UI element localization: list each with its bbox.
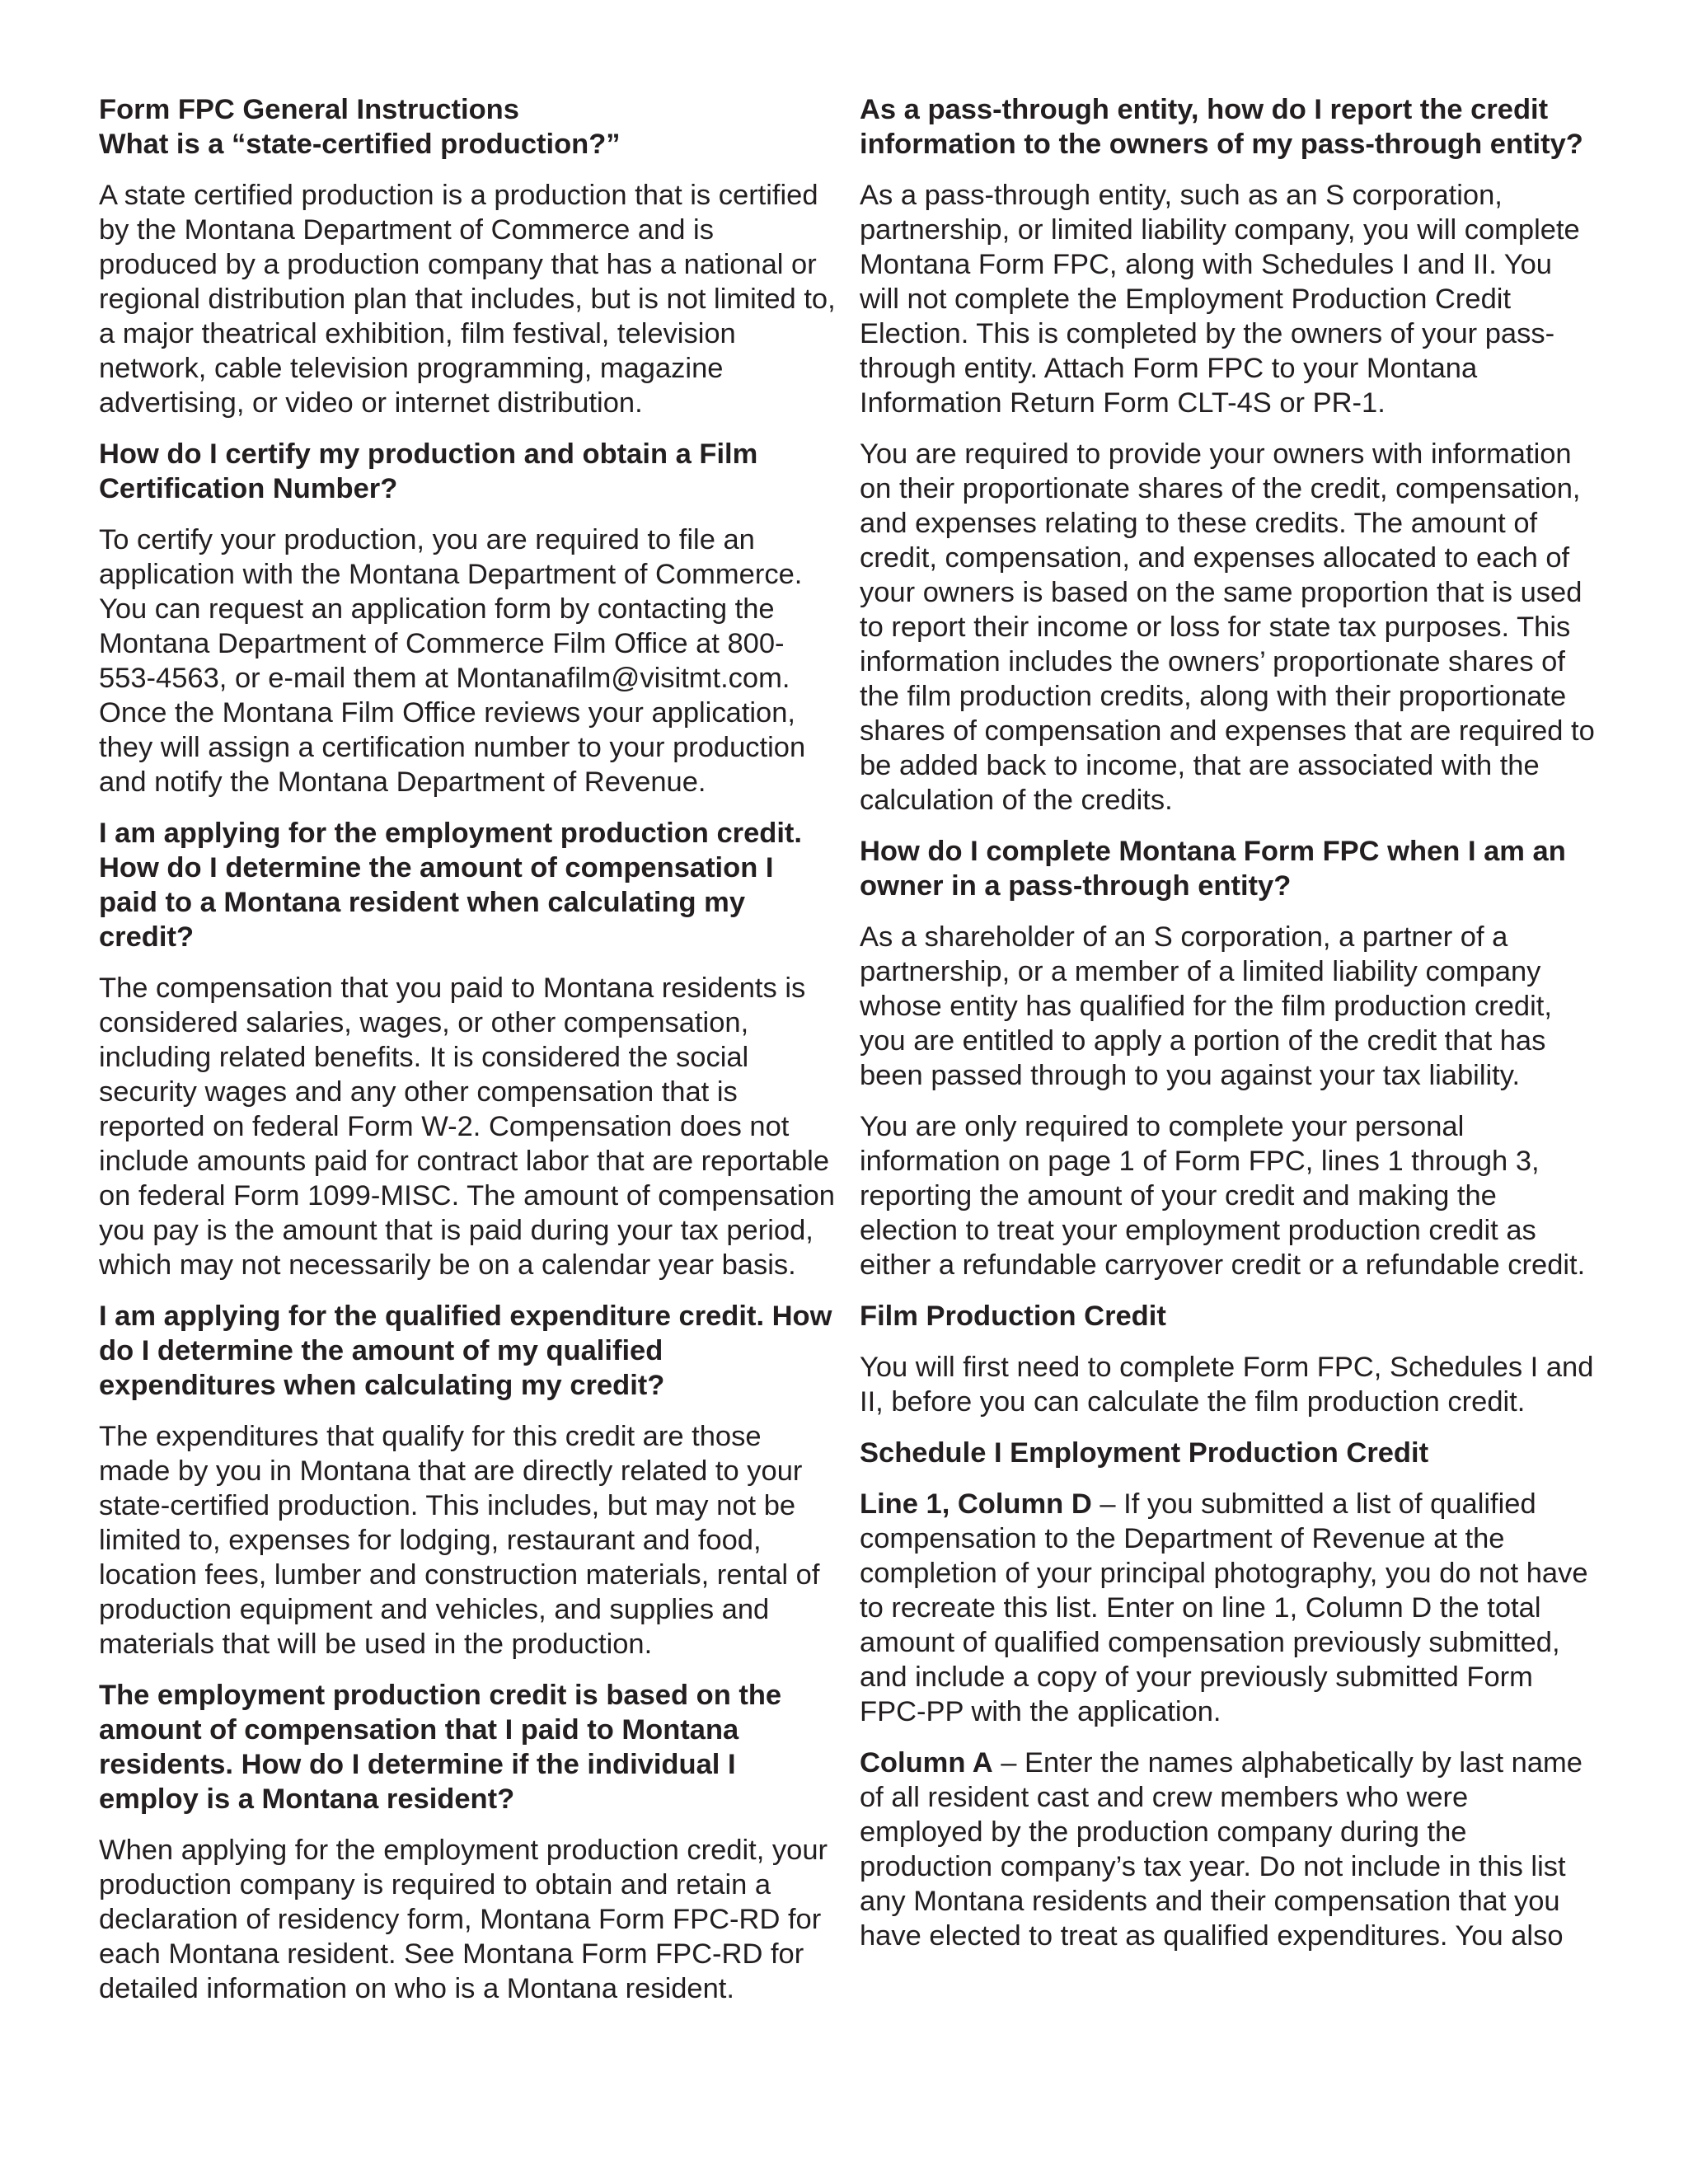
body-paragraph: When applying for the employment production credit, your production company is required to obtain and retain a declaration of residency form, Montana Form FPC-RD for each Montana resident. See Montana Form FPC-RD for detailed information on who is a Montana resident. [99,1835,828,2004]
body-paragraph: You are only required to complete your personal information on page 1 of Form FPC, lines 1 through 3, reporting the amount of your credit and making the election to treat your employment production credit as either a refundable carryover credit or a refundable credit. [860,1111,1586,1281]
section-heading: What is a “state-certified production?” [99,129,621,160]
section-heading: Film Production Credit [860,1301,1166,1332]
left-column [99,92,837,2022]
section-heading: As a pass-through entity, how do I report the credit information to the owners of my pass-through entity? [860,94,1583,160]
paragraph-text: – Enter the names alphabetically by last name of all resident cast and crew members who were employed by the production company during the production company’s tax year. Do not include in this list any Montana residents and their compensation that you have elected to treat as qualified expenditures. You also [860,1747,1582,1952]
paragraph-lead: Column A [860,1747,993,1779]
section-heading: Form FPC General Instructions [99,94,519,125]
body-paragraph: To certify your production, you are required to file an application with the Montana Department of Commerce. You can request an application form by contacting the Montana Department of Commerce Film Office at 800-553-4563, or e-mail them at Montanafilm@visitmt.com. Once the Montana Film Office reviews your application, they will assign a certification number to your production and notify the Montana Department of Revenue. [99,524,806,798]
body-paragraph: You will first need to complete Form FPC, Schedules I and II, before you can calculate the film production credit. [860,1352,1594,1418]
body-paragraph: The expenditures that qualify for this credit are those made by you in Montana that are directly related to your state-certified production. This includes, but may not be limited to, expenses for lodging, restaurant and food, location fees, lumber and construction materials, rental of production equipment and vehicles, and supplies and materials that will be used in the production. [99,1421,820,1660]
section-heading: I am applying for the employment production credit. How do I determine the amount of compensation I paid to a Montana resident when calculating my credit? [99,818,802,953]
body-paragraph: As a shareholder of an S corporation, a partner of a partnership, or a member of a limited liability company whose entity has qualified for the film production credit, you are entitled to apply a portion of the credit that has been passed through to you against your tax liability. [860,921,1552,1091]
paragraph-text: – If you submitted a list of qualified compensation to the Department of Revenue at the completion of your principal photography, you do not have to recreate this list. Enter on line 1, Column D the total amount of qualified compensation previously submitted, and include a copy of your previously submitted Form FPC-PP with the application. [860,1488,1588,1727]
section-heading: How do I complete Montana Form FPC when I am an owner in a pass-through entity? [860,836,1566,902]
right-column [860,92,1597,1970]
body-paragraph: As a pass-through entity, such as an S corporation, partnership, or limited liability company, you will complete Montana Form FPC, along with Schedules I and II. You will not complete the Employment Production Credit Election. This is completed by the owners of your pass-through entity. Attach Form FPC to your Montana Information Return Form CLT-4S or PR-1. [860,180,1580,419]
body-paragraph: The compensation that you paid to Montana residents is considered salaries, wages, or other compensation, including related benefits. It is considered the social security wages and any other compensation that is reported on federal Form W-2. Compensation does not include amounts paid for contract labor that are reportable on federal Form 1099-MISC. The amount of compensation you pay is the amount that is paid during your tax period, which may not necessarily be on a calendar year basis. [99,972,835,1281]
section-heading: Schedule I Employment Production Credit [860,1437,1429,1469]
section-heading: The employment production credit is based on the amount of compensation that I paid to Montana residents. How do I determine if the individual I employ is a Montana resident? [99,1680,782,1815]
paragraph-lead: Line 1, Column D [860,1488,1092,1520]
section-heading: I am applying for the qualified expenditure credit. How do I determine the amount of my qualified expenditures when calculating my credit? [99,1301,832,1401]
section-heading: How do I certify my production and obtain a Film Certification Number? [99,438,758,504]
body-paragraph: A state certified production is a production that is certified by the Montana Department of Commerce and is produced by a production company that has a national or regional distribution plan that includes, but is not limited to, a major theatrical exhibition, film festival, television network, cable television programming, magazine advertising, or video or internet distribution. [99,180,836,419]
line-1-column-d-paragraph [860,1487,1597,1729]
body-paragraph: You are required to provide your owners with information on their proportionate shares of the credit, compensation, and expenses relating to these credits. The amount of credit, compensation, and expenses allocated to each of your owners is based on the same proportion that is used to report their income or loss for state tax purposes. This information includes the owners’ proportionate shares of the film production credits, along with their proportionate shares of compensation and expenses that are required to be added back to income, that are associated with the calculation of the credits. [860,438,1595,816]
column-a-paragraph [860,1746,1597,1953]
